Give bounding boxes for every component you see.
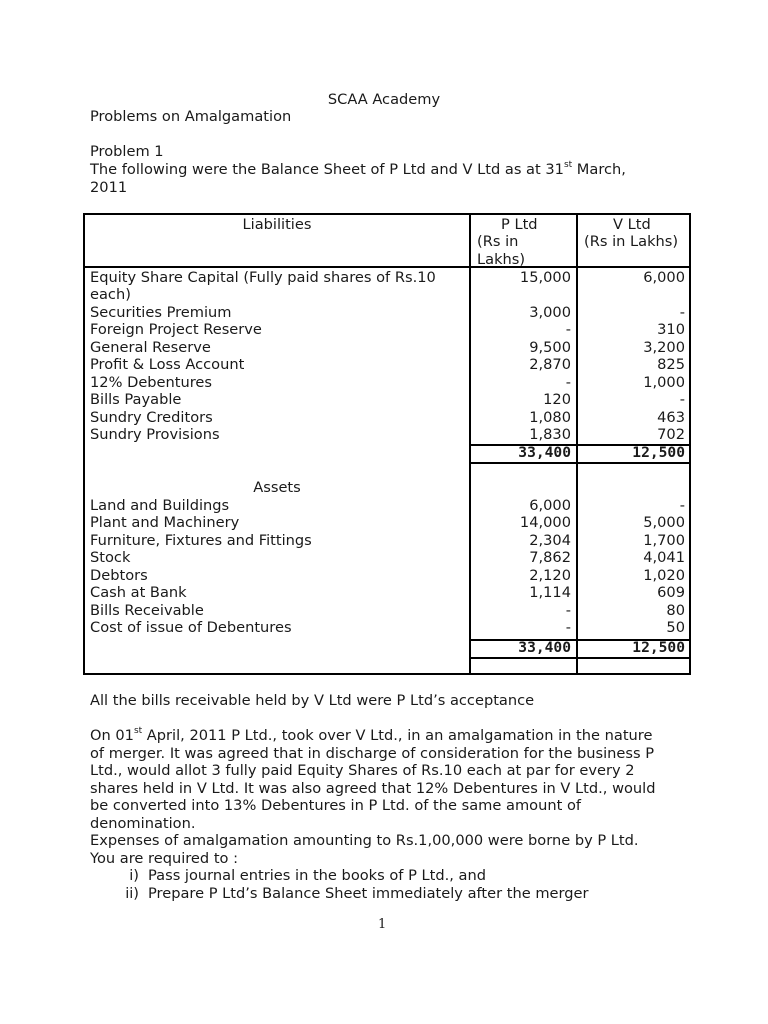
merger-paragraph-line5: be converted into 13% Debentures in P Ltd. of the same amount of — [90, 797, 582, 814]
p-ltd-header-unit-2: Lakhs) — [477, 251, 526, 268]
p-ltd-assets-total: 33,400 — [518, 639, 571, 656]
v-ltd-value: 825 — [657, 356, 685, 373]
row-label: Profit & Loss Account — [90, 356, 245, 373]
page-number: 1 — [378, 917, 387, 932]
v-ltd-header-unit: (Rs in Lakhs) — [584, 233, 679, 250]
problem-intro-line2: 2011 — [90, 179, 128, 196]
row-label: Equity Share Capital (Fully paid shares of Rs.10 — [90, 269, 436, 286]
merger-paragraph-line4: shares held in V Ltd. It was also agreed that 12% Debentures in V Ltd., would — [90, 780, 656, 797]
p-ltd-value: - — [565, 619, 571, 636]
p-ltd-value: - — [565, 602, 571, 619]
task-text: Prepare P Ltd’s Balance Sheet immediately after the merger — [148, 885, 589, 902]
row-label: Land and Buildings — [90, 497, 230, 514]
v-ltd-value: 5,000 — [643, 514, 685, 531]
p-ltd-header: P Ltd — [501, 216, 538, 233]
p-ltd-liabilities-total: 33,400 — [518, 444, 571, 461]
assets-total-bottom-line — [469, 657, 689, 659]
para-text-post: April, 2011 P Ltd., took over V Ltd., in an amalgamation in the nature — [142, 727, 653, 744]
row-label: Sundry Provisions — [90, 426, 220, 443]
row-label: Cost of issue of Debentures — [90, 619, 292, 636]
p-ltd-value: 9,500 — [529, 339, 571, 356]
merger-paragraph-line1 — [90, 727, 652, 745]
p-ltd-header-unit: (Rs in — [477, 233, 519, 250]
v-ltd-value: 50 — [666, 619, 685, 636]
intro-text-post: March, — [572, 161, 626, 178]
required-heading: You are required to : — [90, 850, 239, 867]
p-ltd-value: 14,000 — [519, 514, 571, 531]
para-superscript: st — [133, 726, 143, 737]
p-ltd-value: 1,080 — [529, 409, 571, 426]
intro-superscript: st — [563, 160, 573, 171]
row-label: Sundry Creditors — [90, 409, 213, 426]
row-label: Bills Payable — [90, 391, 182, 408]
merger-paragraph-line2: of merger. It was agreed that in discharge of consideration for the business P — [90, 745, 655, 762]
row-label: 12% Debentures — [90, 374, 213, 391]
p-ltd-value: 120 — [543, 391, 571, 408]
p-ltd-value: 15,000 — [519, 269, 571, 286]
v-ltd-value: 1,020 — [643, 567, 685, 584]
task-marker: ii) — [125, 885, 139, 902]
p-ltd-value: 1,114 — [529, 584, 571, 601]
problem-title: Problem 1 — [90, 143, 164, 160]
row-label: Cash at Bank — [90, 584, 187, 601]
para-text: On 01 — [90, 727, 134, 744]
row-label: Debtors — [90, 567, 148, 584]
v-ltd-value: 80 — [666, 602, 685, 619]
p-ltd-value: - — [565, 374, 571, 391]
liabilities-header: Liabilities — [242, 216, 312, 233]
v-ltd-value: 702 — [657, 426, 685, 443]
merger-paragraph-line6: denomination. — [90, 815, 196, 832]
v-ltd-value: 1,700 — [643, 532, 685, 549]
row-label: Stock — [90, 549, 131, 566]
assets-header: Assets — [253, 479, 301, 496]
v-ltd-value: 6,000 — [643, 269, 685, 286]
p-ltd-value: 2,304 — [529, 532, 571, 549]
row-label: each) — [90, 286, 131, 303]
v-ltd-value: - — [679, 304, 685, 321]
p-ltd-value: 3,000 — [529, 304, 571, 321]
v-ltd-value: - — [679, 391, 685, 408]
row-label: General Reserve — [90, 339, 211, 356]
v-ltd-assets-total: 12,500 — [632, 639, 685, 656]
header-divider — [85, 266, 689, 268]
expenses-note: Expenses of amalgamation amounting to Rs.1,00,000 were borne by P Ltd. — [90, 832, 639, 849]
v-ltd-value: 4,041 — [643, 549, 685, 566]
row-label: Securities Premium — [90, 304, 232, 321]
p-ltd-value: 1,830 — [529, 426, 571, 443]
p-ltd-value: 2,870 — [529, 356, 571, 373]
v-ltd-value: 463 — [657, 409, 685, 426]
row-label: Plant and Machinery — [90, 514, 240, 531]
v-ltd-value: 609 — [657, 584, 685, 601]
task-text: Pass journal entries in the books of P Ltd., and — [148, 867, 487, 884]
balance-sheet-table — [83, 213, 691, 675]
v-ltd-value: 3,200 — [643, 339, 685, 356]
row-label: Bills Receivable — [90, 602, 204, 619]
merger-paragraph-line3: Ltd., would allot 3 fully paid Equity Shares of Rs.10 each at par for every 2 — [90, 762, 635, 779]
liabilities-total-bottom-line — [469, 462, 689, 464]
topic-title: Problems on Amalgamation — [90, 108, 292, 125]
academy-title: SCAA Academy — [327, 91, 441, 108]
v-ltd-header: V Ltd — [613, 216, 651, 233]
v-ltd-value: 310 — [657, 321, 685, 338]
p-ltd-value: 7,862 — [529, 549, 571, 566]
p-ltd-value: 2,120 — [529, 567, 571, 584]
v-ltd-liabilities-total: 12,500 — [632, 444, 685, 461]
p-ltd-value: 6,000 — [529, 497, 571, 514]
row-label: Furniture, Fixtures and Fittings — [90, 532, 312, 549]
problem-intro-line1 — [90, 161, 626, 179]
row-label: Foreign Project Reserve — [90, 321, 262, 338]
v-ltd-value: 1,000 — [643, 374, 685, 391]
bills-note: All the bills receivable held by V Ltd were P Ltd’s acceptance — [90, 692, 535, 709]
intro-text: The following were the Balance Sheet of P Ltd and V Ltd as at 31 — [90, 161, 564, 178]
p-ltd-value: - — [565, 321, 571, 338]
v-ltd-value: - — [679, 497, 685, 514]
task-marker: i) — [129, 867, 139, 884]
